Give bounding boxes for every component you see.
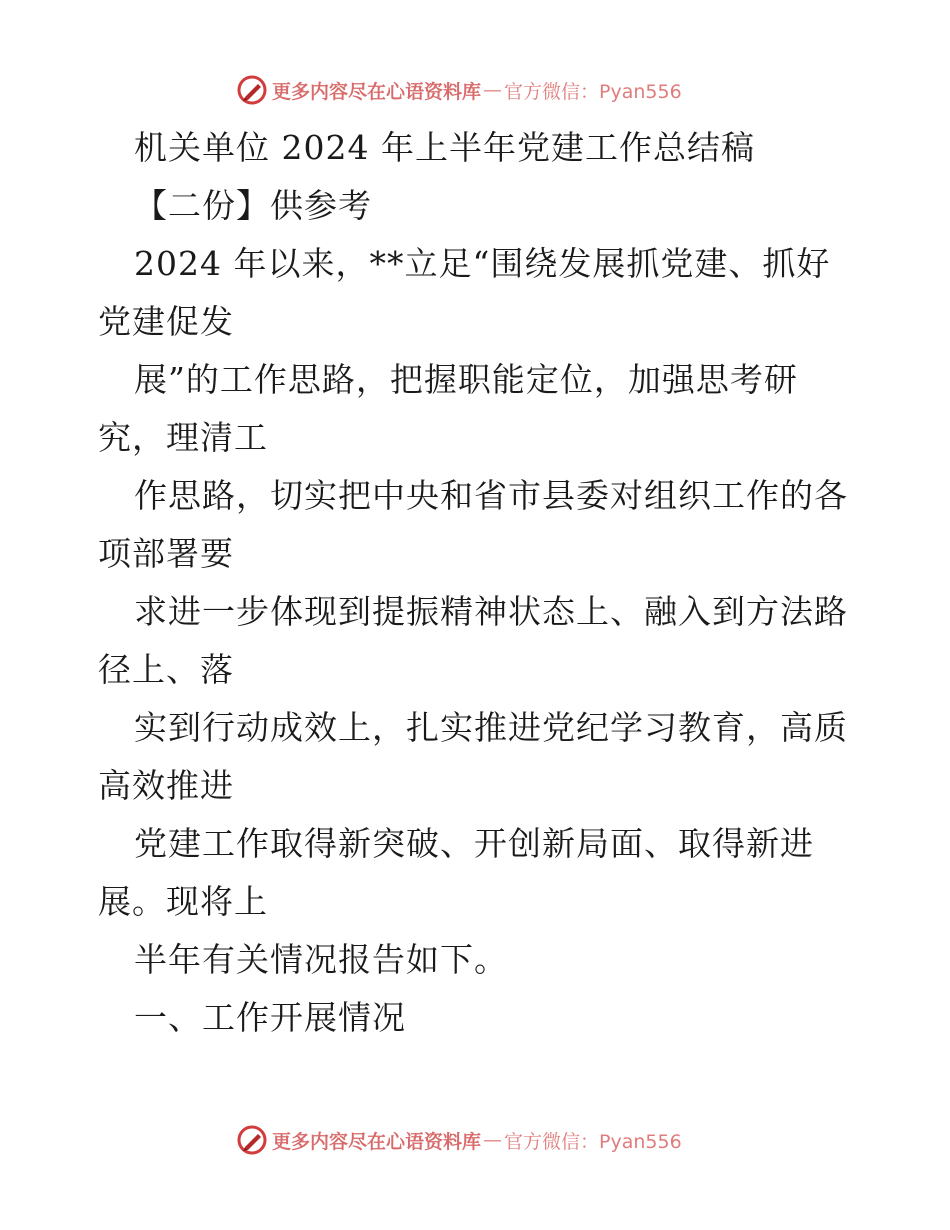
paragraph-line: 实到行动成效上，扎实推进党纪学习教育，高质 bbox=[134, 708, 848, 747]
paragraph-line: 党建促发 bbox=[98, 302, 234, 341]
document-subtitle: 【二份】供参考 bbox=[134, 186, 372, 225]
watermark-separator: — bbox=[483, 79, 503, 101]
paragraph-line: 求进一步体现到提振精神状态上、融入到方法路 bbox=[134, 592, 848, 631]
footer-watermark bbox=[236, 1124, 682, 1156]
paragraph-line: 高效推进 bbox=[98, 766, 234, 805]
pen-logo-icon bbox=[236, 74, 268, 106]
paragraph-line: 2024 年以来，**立足“围绕发展抓党建、抓好 bbox=[134, 244, 831, 283]
header-watermark bbox=[236, 74, 682, 106]
watermark-wechat: 官方微信：Pyan556 bbox=[504, 80, 682, 103]
paragraph-line: 径上、落 bbox=[98, 650, 234, 689]
watermark-wechat: 官方微信：Pyan556 bbox=[504, 1130, 682, 1153]
paragraph-line: 究，理清工 bbox=[98, 418, 268, 457]
paragraph-line: 党建工作取得新突破、开创新局面、取得新进 bbox=[134, 824, 814, 863]
paragraph-line: 展。现将上 bbox=[98, 882, 268, 921]
paragraph-line: 半年有关情况报告如下。 bbox=[134, 940, 508, 979]
watermark-text: 更多内容尽在心语资料库 bbox=[272, 1130, 482, 1153]
watermark-separator: — bbox=[483, 1129, 503, 1151]
section-heading: 一、工作开展情况 bbox=[134, 998, 406, 1037]
watermark-text: 更多内容尽在心语资料库 bbox=[272, 80, 482, 103]
paragraph-line: 作思路，切实把中央和省市县委对组织工作的各 bbox=[134, 476, 848, 515]
document-title: 机关单位 2024 年上半年党建工作总结稿 bbox=[134, 128, 755, 167]
paragraph-line: 展”的工作思路，把握职能定位，加强思考研 bbox=[134, 360, 798, 399]
pen-logo-icon bbox=[236, 1124, 268, 1156]
paragraph-line: 项部署要 bbox=[98, 534, 234, 573]
